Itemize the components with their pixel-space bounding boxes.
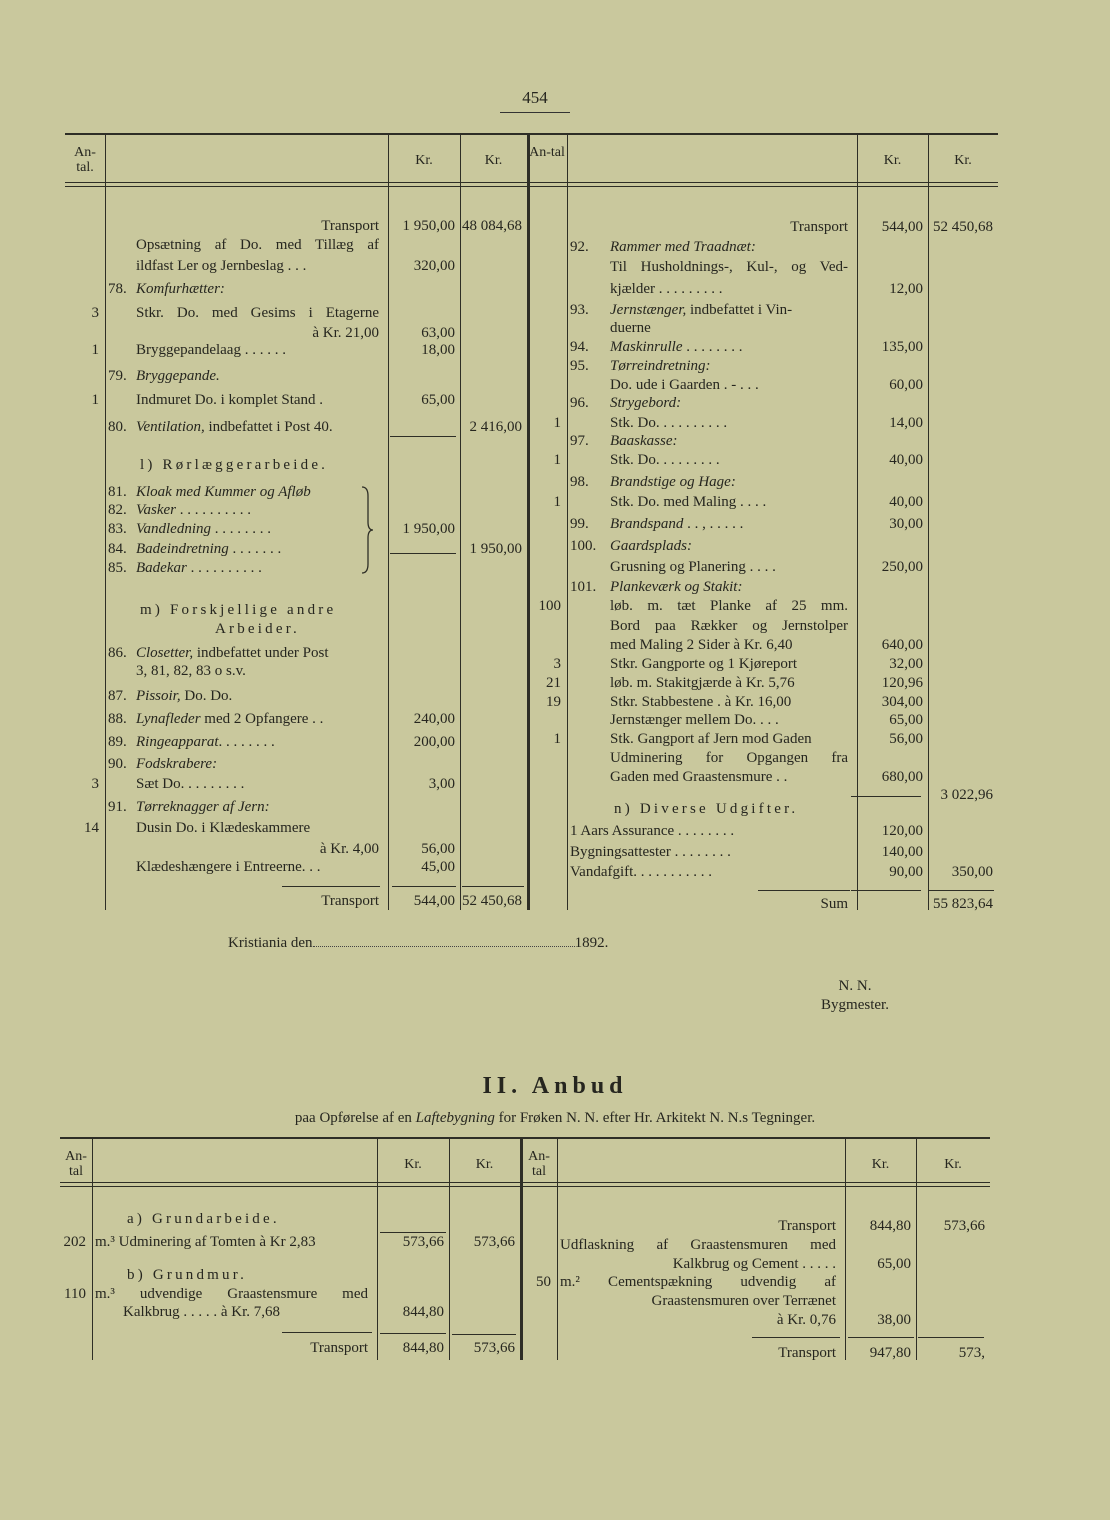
- row-text: med 2 Opfangere . .: [200, 711, 324, 727]
- row-text: Jernstænger mellem Do. . . .: [610, 712, 779, 728]
- row-description: [136, 710, 379, 728]
- row-text: Stk. Do. . . . . . . . . .: [610, 415, 728, 431]
- row-item-number: 84.: [108, 541, 127, 557]
- row-text: Stk. Do. . . . . . . . .: [610, 452, 720, 468]
- row-item-title: Badekar: [136, 560, 187, 576]
- row-item-title: Tørreknagger af Jern:: [136, 799, 270, 815]
- header-double-rule: [65, 186, 998, 187]
- row-item-number: 81.: [108, 484, 127, 500]
- column-rule: [105, 135, 106, 910]
- row-description: [610, 515, 848, 533]
- row-item-title: Vasker: [136, 502, 176, 518]
- row-total-kr: 573,66: [473, 1340, 515, 1356]
- row-amount-kr: 250,00: [881, 559, 923, 575]
- place-date-prefix: Kristiania den: [228, 935, 313, 951]
- row-amount-kr: 640,00: [881, 637, 923, 653]
- subtitle-text: paa Opførelse af en: [294, 1110, 416, 1126]
- signature-block: [780, 977, 930, 1015]
- row-quantity: 3: [91, 776, 99, 792]
- row-item-title: Ringeapparat: [136, 734, 219, 750]
- row-text: . . . . . . . . . .: [176, 502, 251, 518]
- row-item-number: 98.: [570, 474, 589, 490]
- transport-rule: [282, 886, 380, 887]
- row-quantity: 14: [84, 820, 99, 836]
- row-item-title: Brandstige og Hage:: [610, 474, 736, 490]
- row-item-number: 99.: [570, 516, 589, 532]
- subtitle-text: for Frøken N. N. efter Hr. Arkitekt N. N.s Tegninger.: [494, 1110, 816, 1126]
- row-item-number: 78.: [108, 281, 127, 297]
- row-text: Bryggepandelaag . . . . . .: [136, 342, 286, 358]
- row-item-number: 93.: [570, 302, 589, 318]
- place-date-line: [228, 935, 608, 952]
- transport-rule: [282, 1332, 372, 1333]
- sum-rule: [758, 890, 850, 891]
- row-amount-kr: 65,00: [889, 712, 923, 728]
- row-quantity: 50: [536, 1274, 551, 1290]
- row-description: [136, 501, 379, 519]
- signature-name: N. N.: [838, 978, 872, 994]
- row-text: løb. m. Stakitgjærde à Kr. 5,76: [610, 675, 795, 691]
- transport-rule: [752, 1337, 840, 1338]
- row-item-number: 86.: [108, 645, 127, 661]
- row-description: [136, 687, 379, 705]
- row-quantity: 100: [538, 598, 561, 614]
- header-kr: Kr.: [944, 1157, 962, 1172]
- subtotal-rule: [390, 436, 456, 437]
- row-text: Stkr. Gangporte og 1 Kjøreport: [610, 656, 798, 672]
- section-subtitle: [0, 1110, 1110, 1127]
- row-text: Bygningsattester . . . . . . . .: [570, 844, 731, 860]
- row-amount-kr: 120,00: [881, 823, 923, 839]
- row-quantity: 1: [91, 392, 99, 408]
- row-text: . . , . . . . .: [683, 516, 744, 532]
- row-quantity: 1: [91, 342, 99, 358]
- row-total-kr: 48 084,68: [462, 218, 522, 234]
- row-item-number: 96.: [570, 395, 589, 411]
- transport-rule: [380, 1333, 446, 1334]
- subtotal-rule: [390, 553, 456, 554]
- row-text: Transport: [778, 1218, 836, 1234]
- table-center-divider: [527, 133, 530, 910]
- row-item-title: Rammer med Traadnæt:: [610, 239, 756, 255]
- subtitle-italic: Laftebygning: [415, 1110, 495, 1126]
- row-text: m.³ Udminering af Tomten à Kr 2,83: [95, 1234, 316, 1250]
- row-text: Vandafgift. . . . . . . . . . .: [570, 864, 713, 880]
- row-text: duerne: [610, 320, 651, 336]
- row-text: à Kr. 21,00: [312, 325, 379, 341]
- row-item-number: 100.: [570, 538, 597, 554]
- row-item-title: Maskinrulle: [610, 339, 683, 355]
- row-amount-kr: 844,80: [402, 1340, 444, 1356]
- row-total-kr: 573,: [958, 1345, 985, 1361]
- row-item-number: 88.: [108, 711, 127, 727]
- row-description: [136, 520, 379, 538]
- column-rule: [460, 135, 461, 910]
- row-amount-kr: 844,80: [402, 1304, 444, 1320]
- row-amount-kr: 12,00: [889, 281, 923, 297]
- row-text: Transport: [321, 893, 379, 909]
- row-item-number: 89.: [108, 734, 127, 750]
- row-text: indbefattet under Post: [193, 645, 329, 661]
- row-text: l) Rørlæggerarbeide.: [140, 457, 329, 473]
- row-item-title: Badeindretning: [136, 541, 229, 557]
- row-amount-kr: 90,00: [889, 864, 923, 880]
- row-item-number: 92.: [570, 239, 589, 255]
- row-text: Transport: [790, 219, 848, 235]
- row-text: a) Grundarbeide.: [127, 1211, 280, 1227]
- row-item-number: 87.: [108, 688, 127, 704]
- row-text: Bord paa Rækker og Jernstolper: [610, 618, 848, 634]
- row-amount-kr: 947,80: [869, 1345, 911, 1361]
- row-item-title: Tørreindretning:: [610, 358, 711, 374]
- row-quantity: 19: [546, 694, 561, 710]
- table-top-rule: [60, 1137, 990, 1139]
- header-antal: An-tal: [529, 145, 565, 160]
- row-amount-kr: 140,00: [881, 844, 923, 860]
- header-kr: Kr.: [954, 153, 972, 168]
- row-text: ildfast Ler og Jernbeslag . . .: [136, 258, 307, 274]
- row-amount-kr: 1 950,00: [402, 521, 455, 537]
- row-text: Transport: [321, 218, 379, 234]
- row-amount-kr: 135,00: [881, 339, 923, 355]
- row-description: [136, 559, 379, 577]
- row-text: 1 Aars Assurance . . . . . . . .: [570, 823, 735, 839]
- row-total-kr: 1 950,00: [469, 541, 522, 557]
- section-title: II. Anbud: [482, 1073, 628, 1099]
- row-item-title: Vandledning: [136, 521, 211, 537]
- row-text: . . . . . . . . . .: [186, 560, 262, 576]
- row-text: Udflaskning af Graastensmuren med: [560, 1237, 836, 1253]
- row-amount-kr: 320,00: [413, 258, 455, 274]
- header-double-rule: [60, 1182, 990, 1183]
- transport-rule: [392, 886, 456, 887]
- row-text: m) Forskjellige andre: [140, 602, 337, 618]
- row-quantity: 1: [553, 494, 561, 510]
- row-amount-kr: 120,96: [881, 675, 923, 691]
- row-item-number: 94.: [570, 339, 589, 355]
- header-antal: An-tal: [528, 1149, 550, 1179]
- row-amount-kr: 56,00: [889, 731, 923, 747]
- row-description: [136, 540, 379, 558]
- row-text: Stk. Do. med Maling . . . .: [610, 494, 767, 510]
- row-amount-kr: 14,00: [889, 415, 923, 431]
- header-kr: Kr.: [484, 153, 503, 168]
- row-text: Stkr. Stabbestene . à Kr. 16,00: [610, 694, 792, 710]
- row-text: løb. m. tæt Planke af 25 mm.: [610, 598, 848, 614]
- row-item-title: Strygebord:: [610, 395, 682, 411]
- row-text: kjælder . . . . . . . . .: [610, 281, 723, 297]
- row-text: Transport: [778, 1345, 836, 1361]
- row-text: b) Grundmur.: [127, 1267, 248, 1283]
- row-amount-kr: 680,00: [881, 769, 923, 785]
- row-item-number: 79.: [108, 368, 127, 384]
- row-text: Udminering for Opgangen fra: [610, 750, 848, 766]
- row-item-title: Fodskrabere:: [136, 756, 218, 772]
- sum-rule: [928, 890, 994, 891]
- row-text: Arbeider.: [214, 621, 301, 637]
- row-total-kr: 573,66: [473, 1234, 515, 1250]
- header-kr: Kr.: [475, 1157, 494, 1172]
- row-item-number: 95.: [570, 358, 589, 374]
- row-item-number: 82.: [108, 502, 127, 518]
- row-text: . . . . . . . .: [218, 734, 275, 750]
- year: 1892.: [574, 935, 609, 951]
- column-rule: [567, 135, 568, 910]
- row-text: Stkr. Do. med Gesims i Etagerne: [136, 305, 379, 321]
- column-rule: [916, 1139, 917, 1360]
- header-double-rule: [65, 182, 998, 183]
- header-kr: Kr.: [415, 153, 433, 168]
- row-quantity: 1: [553, 415, 561, 431]
- row-text: Transport: [310, 1340, 368, 1356]
- row-amount-kr: 60,00: [889, 377, 923, 393]
- row-amount-kr: 30,00: [889, 516, 923, 532]
- column-rule: [92, 1139, 93, 1360]
- transport-rule: [918, 1337, 984, 1338]
- row-item-title: Ventilation,: [136, 419, 205, 435]
- row-total-kr: 3 022,96: [940, 787, 993, 803]
- row-total-kr: 350,00: [951, 864, 993, 880]
- date-dotted-blank: [313, 946, 575, 947]
- row-text: indbefattet i Vin-: [686, 302, 793, 318]
- row-amount-kr: 544,00: [881, 219, 923, 235]
- row-amount-kr: 63,00: [421, 325, 455, 341]
- page-number: 454: [500, 88, 570, 113]
- row-amount-kr: 3,00: [428, 776, 455, 792]
- row-text: n) Diverse Udgifter.: [614, 801, 799, 817]
- row-text: . . . . . . . .: [211, 521, 271, 537]
- row-item-number: 80.: [108, 419, 127, 435]
- row-quantity: 1: [553, 452, 561, 468]
- header-kr: Kr.: [871, 1157, 890, 1172]
- row-amount-kr: 32,00: [889, 656, 923, 672]
- row-text: Indmuret Do. i komplet Stand .: [136, 392, 324, 408]
- row-text: m.² Cementspækning udvendig af: [560, 1274, 836, 1290]
- row-text: Opsætning af Do. med Tillæg af: [136, 237, 379, 253]
- row-item-title: Gaardsplads:: [610, 538, 692, 554]
- row-amount-kr: 45,00: [421, 859, 455, 875]
- row-item-number: 97.: [570, 433, 589, 449]
- row-text: m.³ udvendige Graastensmure med: [95, 1286, 368, 1302]
- row-total-kr: 2 416,00: [469, 419, 522, 435]
- column-rule: [557, 1139, 558, 1360]
- row-text: Sum: [820, 896, 848, 912]
- row-description: [136, 644, 379, 662]
- row-amount-kr: 38,00: [877, 1312, 911, 1328]
- row-text: Grusning og Planering . . . .: [610, 559, 776, 575]
- row-item-title: Plankeværk og Stakit:: [610, 579, 743, 595]
- row-amount-kr: 65,00: [421, 392, 455, 408]
- row-item-title: Pissoir,: [136, 688, 181, 704]
- row-text: Kalkbrug og Cement . . . . .: [672, 1256, 836, 1272]
- transport-rule: [462, 886, 524, 887]
- row-amount-kr: 18,00: [421, 342, 455, 358]
- transport-rule: [452, 1334, 516, 1335]
- row-description: [136, 418, 379, 436]
- sum-rule: [851, 890, 921, 891]
- row-description: [610, 301, 848, 319]
- row-quantity: 21: [546, 675, 561, 691]
- row-amount-kr: 544,00: [413, 893, 455, 909]
- row-text: . . . . . . . .: [682, 339, 743, 355]
- subtotal-rule: [380, 1232, 446, 1233]
- row-item-number: 91.: [108, 799, 127, 815]
- row-amount-kr: 200,00: [413, 734, 455, 750]
- row-amount-kr: 40,00: [889, 452, 923, 468]
- header-double-rule: [60, 1186, 990, 1187]
- row-text: Do. Do.: [180, 688, 233, 704]
- header-kr: Kr.: [883, 153, 902, 168]
- row-item-title: Closetter,: [136, 645, 194, 661]
- row-amount-kr: 40,00: [889, 494, 923, 510]
- row-quantity: 1: [553, 731, 561, 747]
- row-text: Graastensmuren over Terrænet: [651, 1293, 836, 1309]
- row-amount-kr: 65,00: [877, 1256, 911, 1272]
- row-total-kr: 573,66: [943, 1218, 985, 1234]
- row-amount-kr: 1 950,00: [402, 218, 455, 234]
- row-item-number: 90.: [108, 756, 127, 772]
- row-item-title: Jernstænger,: [610, 302, 687, 318]
- row-amount-kr: 56,00: [421, 841, 455, 857]
- row-text: indbefattet i Post 40.: [204, 419, 333, 435]
- row-text: à Kr. 4,00: [319, 841, 379, 857]
- row-text: Do. ude i Gaarden . - . . .: [610, 377, 759, 393]
- signature-title: Bygmester.: [821, 997, 889, 1013]
- subtotal-rule: [851, 796, 921, 797]
- row-text: . . . . . . .: [228, 541, 282, 557]
- header-antal: An-tal.: [74, 145, 96, 175]
- row-total-kr: 52 450,68: [933, 219, 993, 235]
- row-text: Dusin Do. i Klædeskammere: [136, 820, 311, 836]
- row-text: 3, 81, 82, 83 o s.v.: [136, 663, 246, 679]
- row-total-kr: 52 450,68: [462, 893, 522, 909]
- row-description: [136, 733, 379, 751]
- row-text: à Kr. 0,76: [776, 1312, 836, 1328]
- row-item-title: Lynafleder: [136, 711, 201, 727]
- header-antal: An-tal: [65, 1149, 87, 1179]
- row-item-title: Brandspand: [610, 516, 684, 532]
- row-quantity: 110: [64, 1286, 86, 1302]
- row-item-number: 83.: [108, 521, 127, 537]
- row-text: Kalkbrug . . . . . à Kr. 7,68: [123, 1304, 281, 1320]
- row-text: Stk. Gangport af Jern mod Gaden: [610, 731, 812, 747]
- transport-rule: [848, 1337, 914, 1338]
- row-total-kr: 55 823,64: [933, 896, 993, 912]
- row-quantity: 3: [553, 656, 561, 672]
- header-kr: Kr.: [404, 1157, 422, 1172]
- row-text: med Maling 2 Sider à Kr. 6,40: [610, 637, 793, 653]
- row-item-title: Komfurhætter:: [136, 281, 225, 297]
- row-text: Klædeshængere i Entreerne. . .: [136, 859, 321, 875]
- row-description: [610, 338, 848, 356]
- row-text: Til Husholdnings-, Kul-, og Ved-: [610, 259, 848, 275]
- table-top-rule: [65, 133, 998, 135]
- row-item-title: Baaskasse:: [610, 433, 678, 449]
- row-amount-kr: 573,66: [402, 1234, 444, 1250]
- row-amount-kr: 304,00: [881, 694, 923, 710]
- row-quantity: 202: [63, 1234, 86, 1250]
- row-quantity: 3: [91, 305, 99, 321]
- row-item-number: 101.: [570, 579, 597, 595]
- brace-icon: [360, 486, 374, 574]
- row-text: Gaden med Graastensmure . .: [610, 769, 788, 785]
- row-item-title: Bryggepande.: [136, 368, 220, 384]
- row-amount-kr: 240,00: [413, 711, 455, 727]
- row-amount-kr: 844,80: [869, 1218, 911, 1234]
- row-item-number: 85.: [108, 560, 127, 576]
- row-item-title: Kloak med Kummer og Afløb: [136, 484, 311, 500]
- row-text: Sæt Do. . . . . . . . .: [136, 776, 245, 792]
